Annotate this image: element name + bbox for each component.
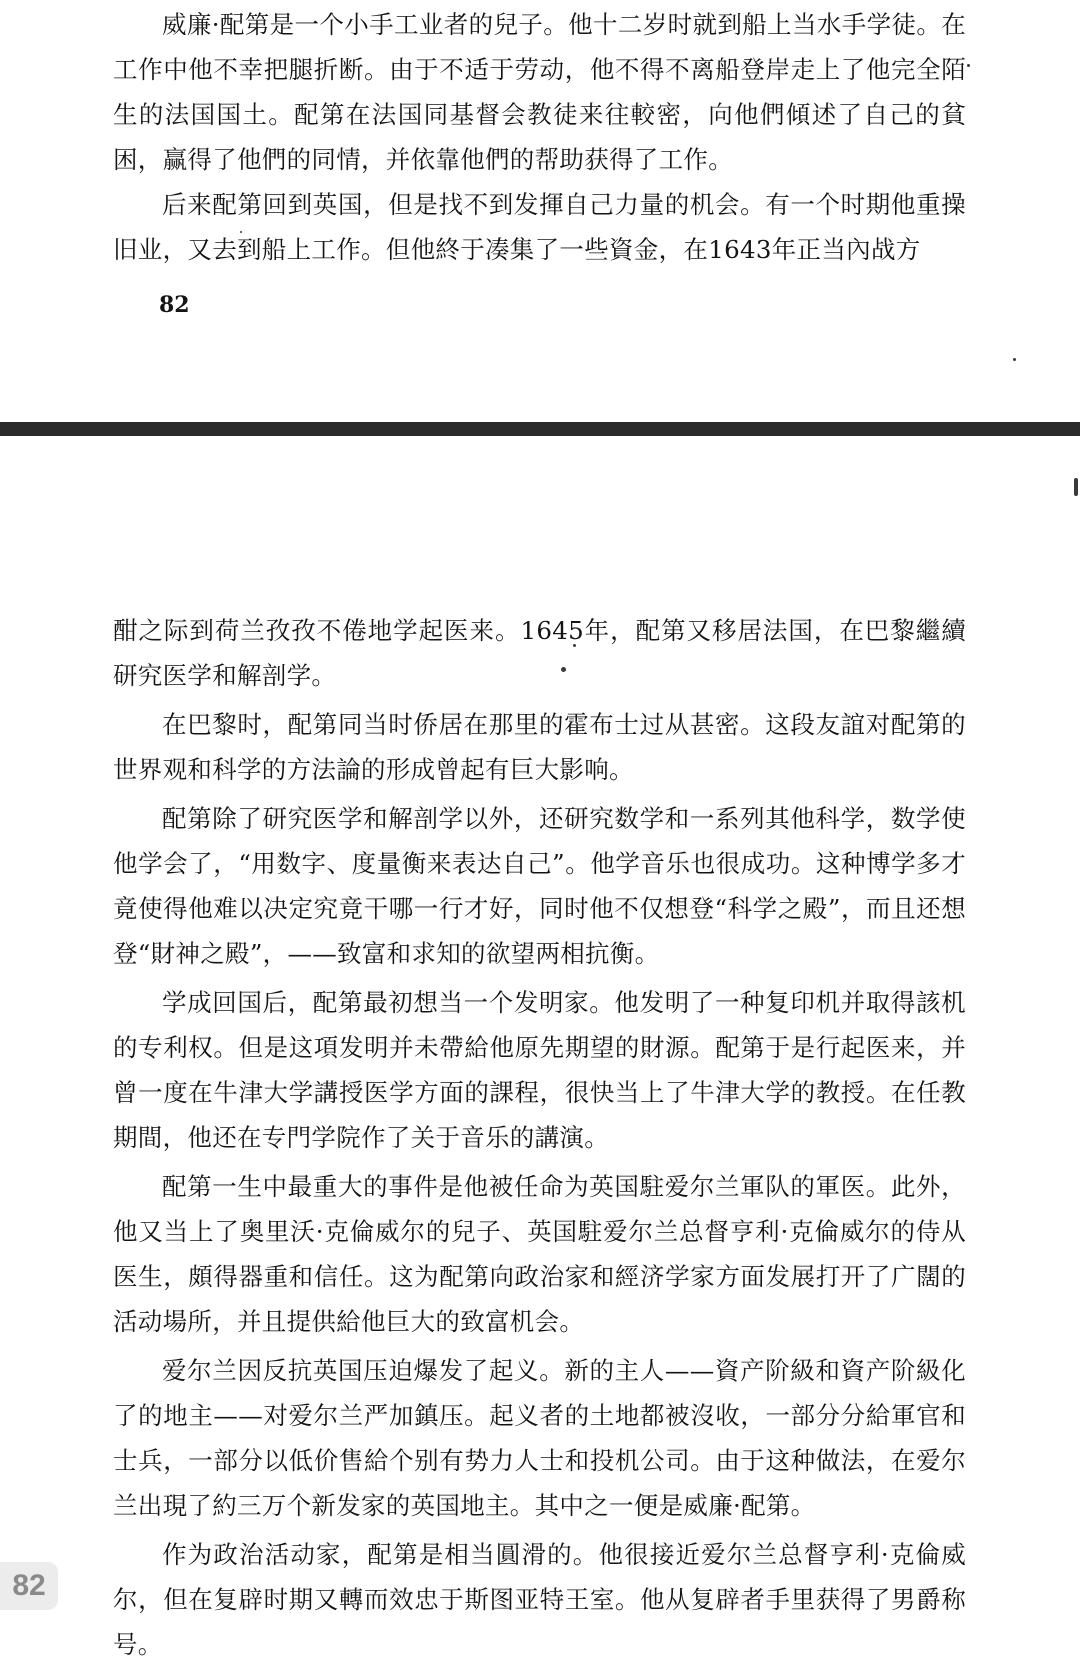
page-indicator-badge[interactable]: 82 bbox=[0, 1562, 58, 1610]
paragraph: 后来配第回到英国，但是找不到发揮自己力量的机会。有一个时期他重操旧业，又去到船上工作。但他終于凑集了一些資金，在1643年正当內战方 bbox=[113, 190, 966, 264]
paragraph: 威廉·配第是一个小手工业者的兒子。他十二岁时就到船上当水手学徒。在工作中他不幸把腿折断。由于不适于劳动，他不得不离船登岸走上了他完全陌生的法国国土。配第在法国同基督会教徒来往較密，向他們傾述了自己的貧困，赢得了他們的同情，并依靠他們的帮助获得了工作。 bbox=[113, 10, 966, 174]
paragraph: 配第除了研究医学和解剖学以外，还研究数学和一系列其他科学，数学使他学会了，“用数字、度量衡来表达自己”。他学音乐也很成功。这种博学多才竟使得他难以决定究竟干哪一行才好，同时他不仅想登“科学之殿”，而且还想登“財神之殿”，——致富和求知的欲望两相抗衡。 bbox=[113, 804, 966, 968]
page-divider bbox=[0, 422, 1080, 436]
page-bottom-text bbox=[113, 608, 966, 1671]
scan-speck bbox=[1074, 478, 1078, 496]
paragraph: 配第一生中最重大的事件是他被任命为英国駐爱尔兰軍队的軍医。此外，他又当上了奥里沃·克倫威尔的兒子、英国駐爱尔兰总督亨利·克倫威尔的侍从医生，頗得器重和信任。这为配第向政治家和經济学家方面发展打开了广闊的活动場所，并且提供給他巨大的致富机会。 bbox=[113, 1172, 966, 1336]
paragraph: 酣之际到荷兰孜孜不倦地学起医来。1645年，配第又移居法国，在巴黎繼續研究医学和解剖学。 bbox=[113, 616, 966, 690]
page-number: 82 bbox=[159, 292, 190, 318]
scanned-page-top bbox=[0, 0, 1080, 422]
scan-speck bbox=[967, 64, 970, 67]
paragraph: 学成回国后，配第最初想当一个发明家。他发明了一种复印机并取得該机的专利权。但是这項发明并未帶給他原先期望的財源。配第于是行起医来，并曾一度在牛津大学講授医学方面的課程，很快当上了牛津大学的教授。在任教期間，他还在专門学院作了关于音乐的講演。 bbox=[113, 988, 966, 1152]
paragraph: 在巴黎时，配第同当时侨居在那里的霍布士过从甚密。这段友誼对配第的世界观和科学的方法論的形成曾起有巨大影响。 bbox=[113, 710, 966, 784]
scan-speck bbox=[1013, 358, 1016, 361]
paragraph: 爱尔兰因反抗英国压迫爆发了起义。新的主人——資产阶級和資产阶級化了的地主——对爱尔兰严加鎮压。起义者的土地都被沒收，一部分分給軍官和士兵，一部分以低价售給个别有势力人士和投机公司。由于这种做法，在爱尔兰出現了約三万个新发家的英国地主。其中之一便是威廉·配第。 bbox=[113, 1356, 966, 1520]
scan-speck bbox=[240, 231, 242, 233]
paragraph: 作为政治活动家，配第是相当圓滑的。他很接近爱尔兰总督亨利·克倫威尔，但在复辟时期又轉而效忠于斯图亚特王室。他从复辟者手里获得了男爵称号。 bbox=[113, 1540, 966, 1659]
